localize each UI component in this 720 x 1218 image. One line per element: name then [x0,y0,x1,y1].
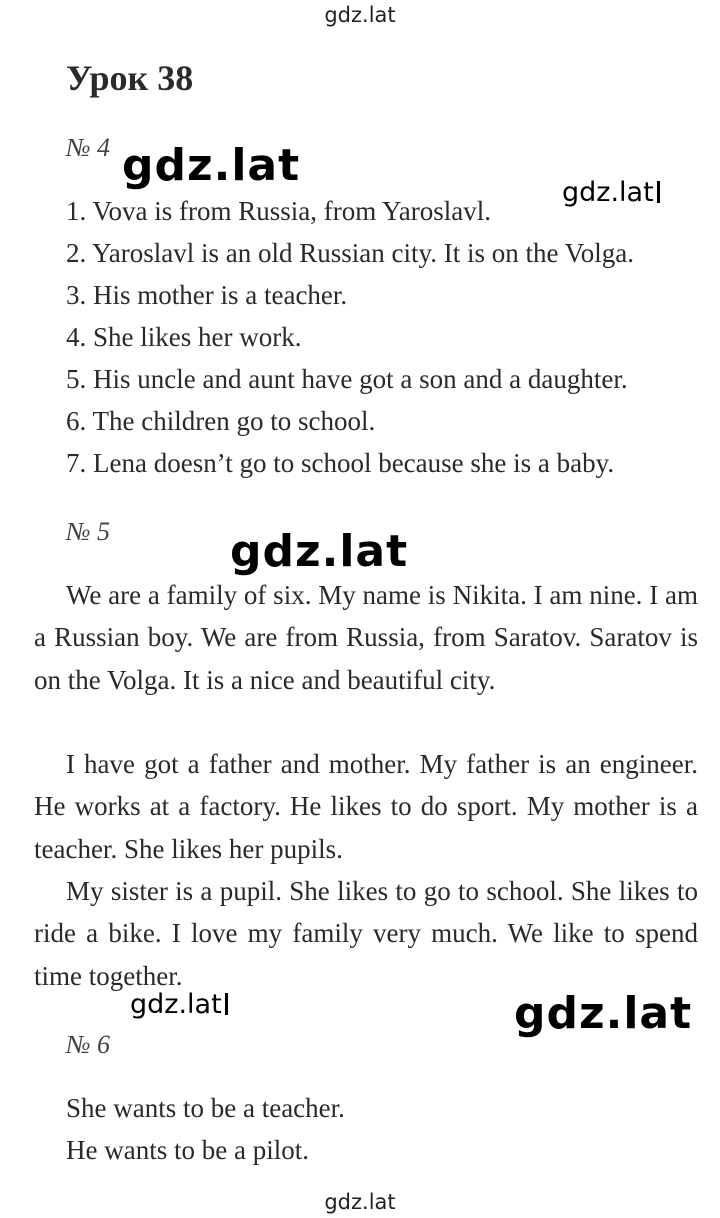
watermark-overlay-2-text: gdz.lat [562,177,654,208]
lesson-title: Урок 38 [66,58,194,98]
watermark-overlay-3: gdz.lat [230,526,409,577]
exercise-4-line-1: 1. Vova is from Russia, from Yaroslavl. [66,196,492,226]
watermark-bottom: gdz.lat [324,1190,396,1214]
exercise-6-line-2: He wants to be a pilot. [66,1135,309,1165]
exercise-5-paragraph-1: We are a family of six. My name is Nikita. I am nine. I am a Russian boy. We are from Russia, from Saratov. Saratov is on the Volga. It is a nice and beautiful city. [34,580,698,695]
watermark-cursor-bar [657,181,660,203]
exercise-4-number: № 4 [66,133,111,162]
exercise-6-number: № 6 [66,1030,111,1059]
watermark-cursor-bar [225,993,228,1015]
watermark-overlay-4-text: gdz.lat [130,989,222,1020]
watermark-top: gdz.lat [324,3,396,27]
watermark-overlay-4 [130,991,228,1018]
exercise-4-line-3: 3. His mother is a teacher. [66,280,348,310]
watermark-overlay-5: gdz.lat [514,988,693,1039]
exercise-4-line-4: 4. She likes her work. [66,322,302,352]
exercise-4-line-7: 7. Lena doesn’t go to school because she is a baby. [66,448,615,478]
exercise-5-paragraph-2: I have got a father and mother. My father is an engineer. He works at a factory. He likes to do sport. My mother is a teacher. She likes her pupils. [34,749,698,864]
exercise-4-line-2: 2. Yaroslavl is an old Russian city. It is on the Volga. [66,238,635,268]
watermark-overlay-1: gdz.lat [122,140,301,191]
exercise-5-number: № 5 [66,517,111,546]
exercise-4-line-6: 6. The children go to school. [66,406,376,436]
watermark-overlay-2 [562,179,660,206]
exercise-6-line-1: She wants to be a teacher. [66,1093,345,1123]
exercise-5-paragraph-3: My sister is a pupil. She likes to go to school. She likes to ride a bike. I love my family very much. We like to spend time together. [34,876,698,991]
exercise-4-line-5: 5. His uncle and aunt have got a son and a daughter. [66,364,628,394]
